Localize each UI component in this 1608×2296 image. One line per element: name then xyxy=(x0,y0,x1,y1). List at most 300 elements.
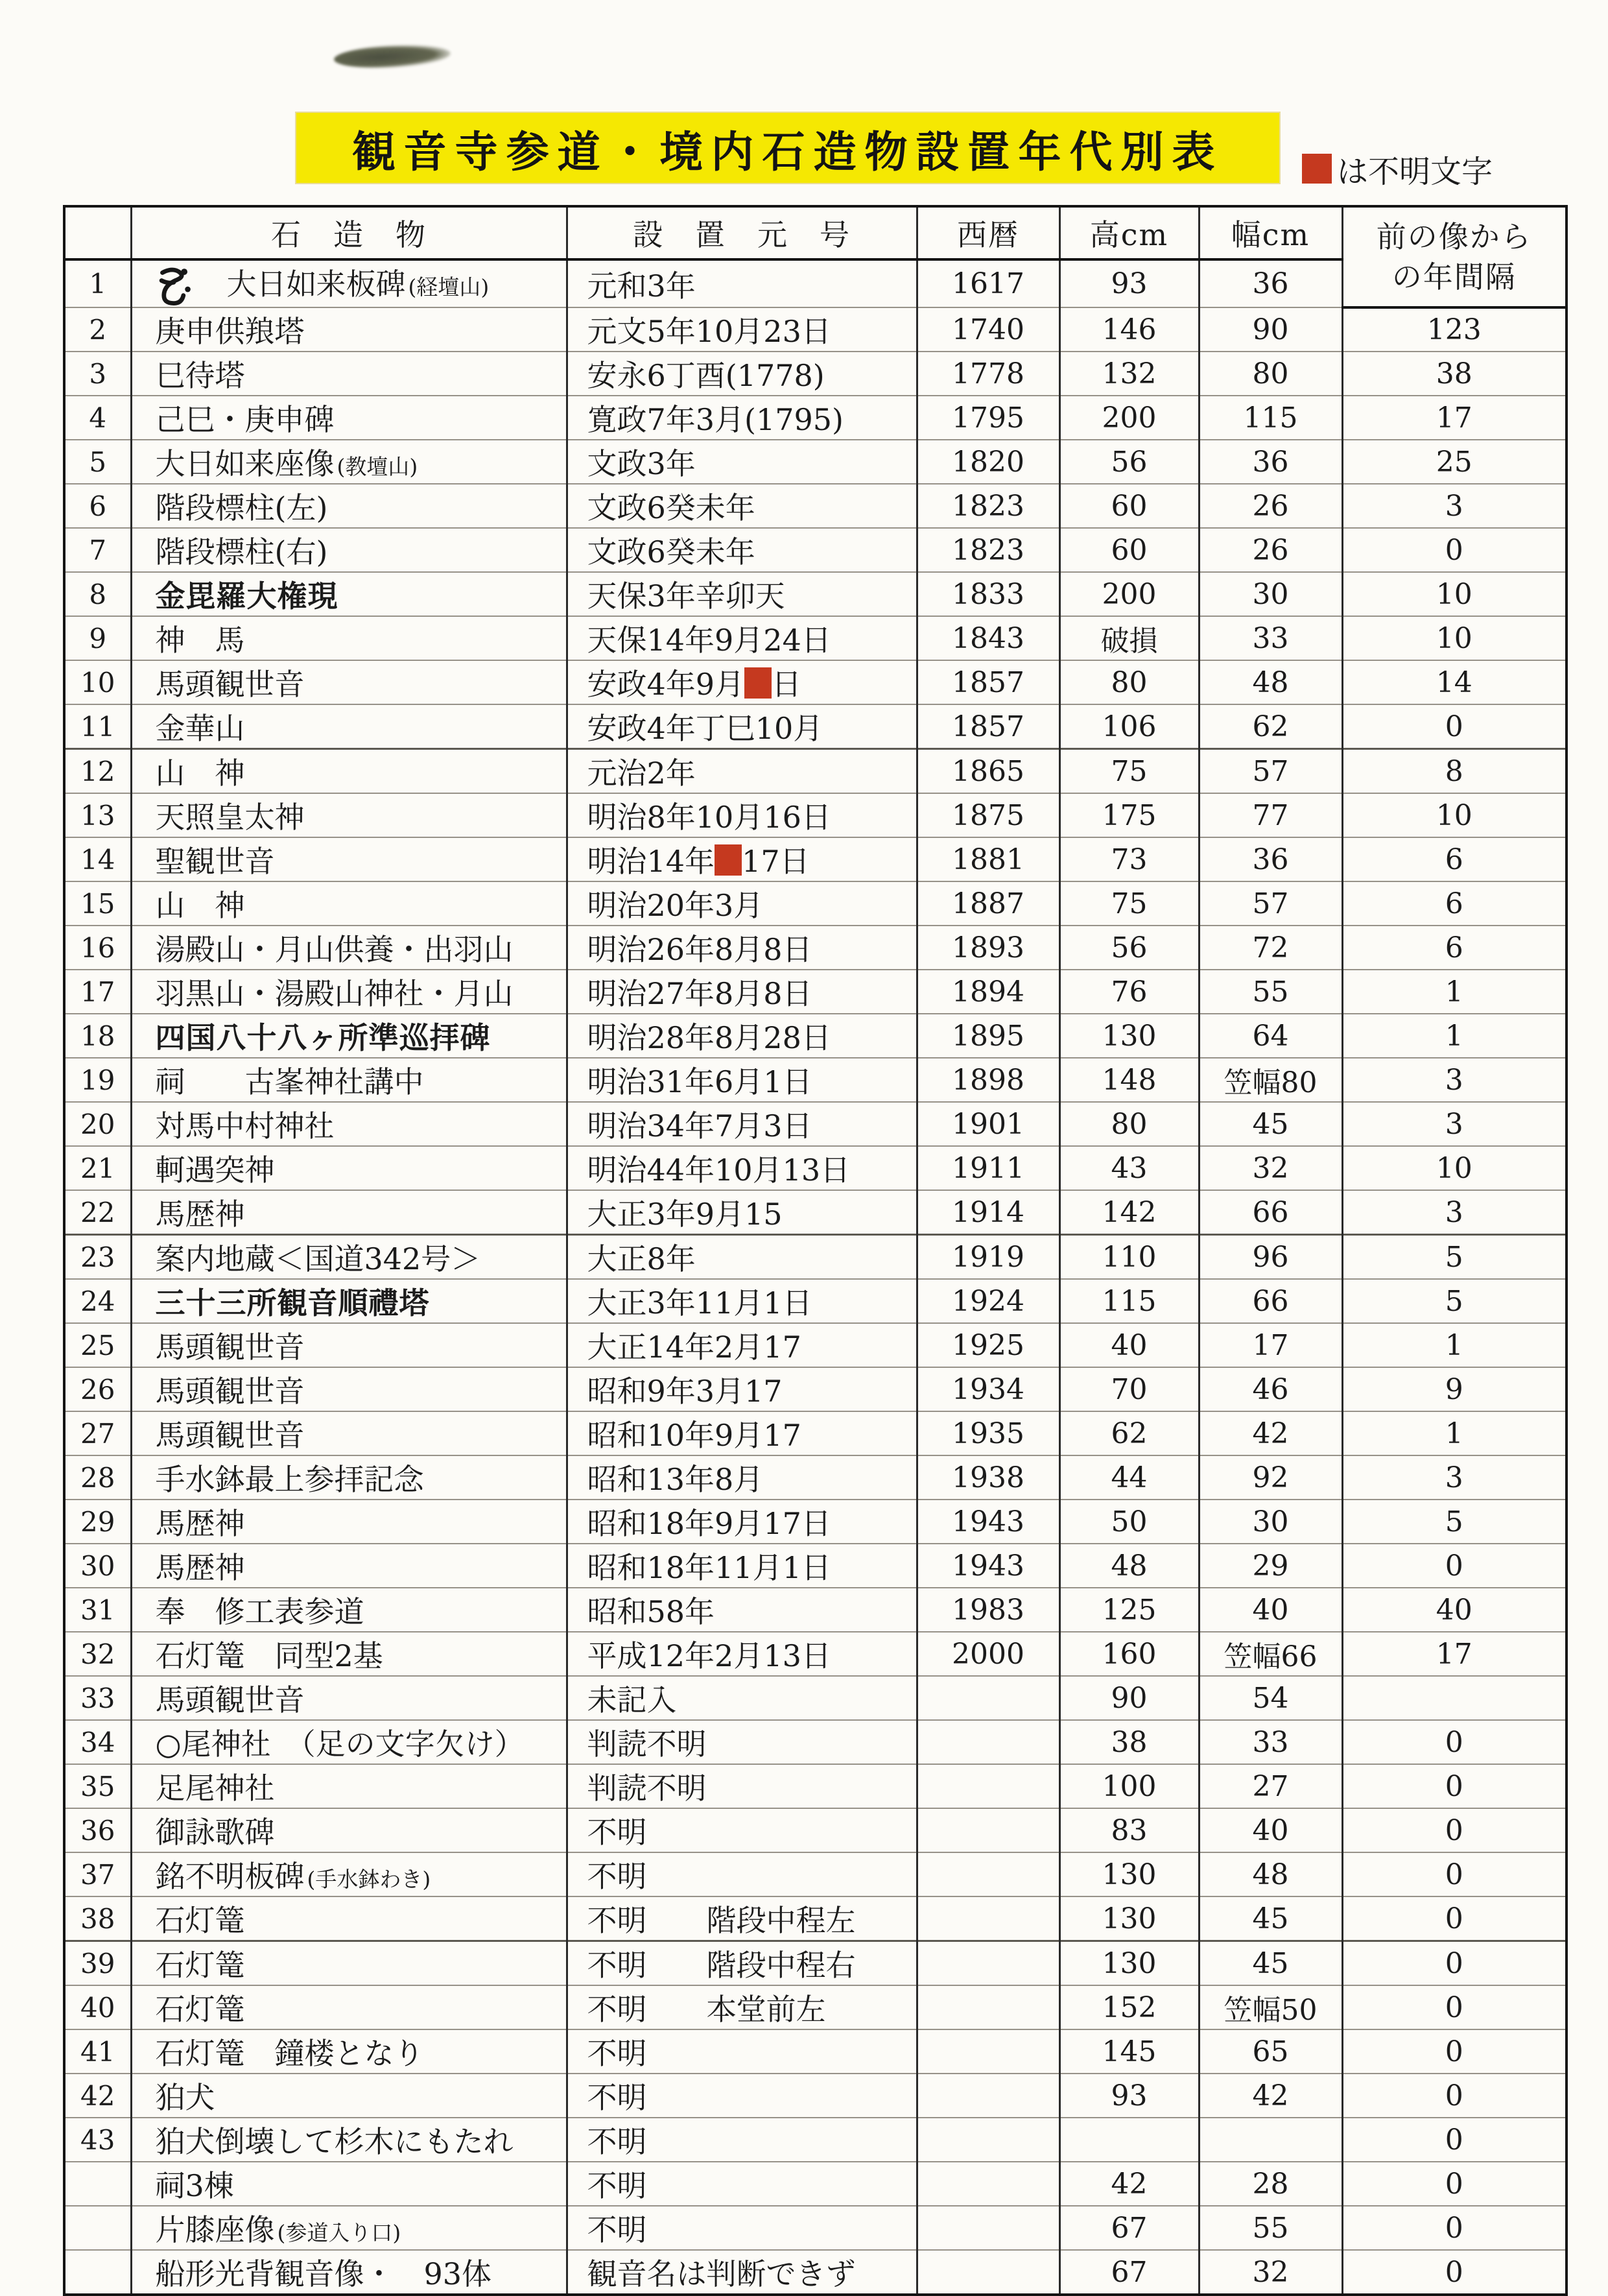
era-text: 大正14年2月17 xyxy=(587,1330,801,1365)
cell-row-number: 29 xyxy=(64,1500,131,1544)
cell-era-date xyxy=(567,1720,917,1764)
cell-height-cm: 130 xyxy=(1059,1896,1199,1941)
monument-name-text: 己巳・庚申碑 xyxy=(155,402,335,437)
cell-height-cm: 75 xyxy=(1059,749,1199,794)
cell-year-interval: 10 xyxy=(1342,572,1567,616)
cell-year-interval: 6 xyxy=(1342,926,1567,970)
cell-year-interval: 6 xyxy=(1342,881,1567,926)
monument-name-text: 石灯篭 xyxy=(155,1948,245,1983)
era-text: 昭和18年11月1日 xyxy=(587,1550,831,1585)
table-row xyxy=(64,660,1567,704)
cell-width-cm: 45 xyxy=(1199,1102,1342,1146)
monument-name-text: 銘不明板碑 xyxy=(155,1859,305,1894)
monument-name-text: 三十三所観音順禮塔 xyxy=(155,1286,430,1321)
cell-era-date xyxy=(567,2250,917,2295)
cell-monument-name xyxy=(131,616,567,660)
table-row xyxy=(64,1808,1567,1852)
cell-height-cm: 56 xyxy=(1059,440,1199,484)
cell-western-year: 1935 xyxy=(917,1411,1059,1455)
monument-name-note: (手水鉢わき) xyxy=(307,1867,431,1892)
cell-monument-name xyxy=(131,2250,567,2295)
cell-western-year xyxy=(917,2162,1059,2206)
cell-row-number: 32 xyxy=(64,1632,131,1676)
cell-western-year: 1823 xyxy=(917,484,1059,528)
table-row xyxy=(64,1985,1567,2029)
cell-row-number: 34 xyxy=(64,1720,131,1764)
era-text: 不明 xyxy=(587,1859,647,1894)
cell-row-number: 31 xyxy=(64,1588,131,1632)
cell-monument-name xyxy=(131,440,567,484)
cell-western-year: 1795 xyxy=(917,396,1059,440)
col-header-height: 高cm xyxy=(1059,206,1199,259)
cell-height-cm: 83 xyxy=(1059,1808,1199,1852)
cell-monument-name xyxy=(131,1544,567,1588)
cell-era-date xyxy=(567,1941,917,1986)
cell-monument-name xyxy=(131,1720,567,1764)
red-square-icon xyxy=(715,844,742,876)
cell-western-year xyxy=(917,2250,1059,2295)
table-row xyxy=(64,2074,1567,2118)
table-row xyxy=(64,2118,1567,2162)
cell-row-number: 40 xyxy=(64,1985,131,2029)
table-row xyxy=(64,1190,1567,1235)
era-text: 不明 xyxy=(587,2080,647,2115)
cell-monument-name xyxy=(131,749,567,794)
monument-name-text: 石灯篭 同型2基 xyxy=(155,1638,383,1673)
cell-era-date xyxy=(567,2029,917,2074)
cell-year-interval: 0 xyxy=(1342,1544,1567,1588)
monument-name-text: 巳待塔 xyxy=(155,358,245,393)
cell-row-number: 11 xyxy=(64,704,131,749)
cell-monument-name xyxy=(131,307,567,352)
cell-width-cm: 80 xyxy=(1199,352,1342,396)
cell-western-year xyxy=(917,2074,1059,2118)
scan-smudge-mark xyxy=(333,42,451,70)
era-text: 明治28年8月28日 xyxy=(587,1020,831,1055)
cell-year-interval: 0 xyxy=(1342,2029,1567,2074)
cell-row-number: 18 xyxy=(64,1014,131,1058)
cell-western-year: 1857 xyxy=(917,660,1059,704)
monument-name-text: 四国八十八ヶ所準巡拝碑 xyxy=(155,1020,491,1055)
cell-western-year: 1887 xyxy=(917,881,1059,926)
cell-height-cm: 80 xyxy=(1059,1102,1199,1146)
cell-width-cm: 33 xyxy=(1199,616,1342,660)
cell-width-cm: 77 xyxy=(1199,793,1342,837)
cell-width-cm: 45 xyxy=(1199,1896,1342,1941)
monument-name-text: 馬頭観世音 xyxy=(155,1682,305,1717)
monument-name-text: 湯殿山・月山供養・出羽山 xyxy=(155,932,514,967)
cell-era-date xyxy=(567,1852,917,1896)
cell-era-date xyxy=(567,2118,917,2162)
table-row xyxy=(64,2029,1567,2074)
cell-height-cm: 152 xyxy=(1059,1985,1199,2029)
cell-era-date xyxy=(567,2206,917,2250)
cell-row-number xyxy=(64,2250,131,2295)
cell-width-cm: 36 xyxy=(1199,837,1342,881)
cell-western-year: 1943 xyxy=(917,1500,1059,1544)
cell-era-date xyxy=(567,1455,917,1500)
cell-height-cm: 43 xyxy=(1059,1146,1199,1190)
cell-western-year xyxy=(917,1985,1059,2029)
cell-era-date xyxy=(567,1632,917,1676)
cell-era-date xyxy=(567,259,917,307)
era-text: 明治14年 xyxy=(587,844,715,879)
cell-row-number: 15 xyxy=(64,881,131,926)
cell-monument-name xyxy=(131,1941,567,1986)
cell-width-cm: 42 xyxy=(1199,2074,1342,2118)
table-row xyxy=(64,259,1567,307)
cell-year-interval: 0 xyxy=(1342,2074,1567,2118)
cell-height-cm: 38 xyxy=(1059,1720,1199,1764)
monument-name-text: 馬頭観世音 xyxy=(155,1374,305,1409)
table-row xyxy=(64,970,1567,1014)
era-text: 安政4年丁巳10月 xyxy=(587,711,823,746)
era-text: 明治8年10月16日 xyxy=(587,800,831,835)
monument-name-text: 聖観世音 xyxy=(155,844,275,879)
monument-name-text: 祠3棟 xyxy=(155,2168,234,2203)
cell-height-cm: 175 xyxy=(1059,793,1199,837)
table-row xyxy=(64,1852,1567,1896)
cell-row-number: 13 xyxy=(64,793,131,837)
cell-monument-name xyxy=(131,793,567,837)
cell-western-year: 1893 xyxy=(917,926,1059,970)
cell-western-year: 1934 xyxy=(917,1367,1059,1411)
cell-row-number: 27 xyxy=(64,1411,131,1455)
cell-monument-name xyxy=(131,1588,567,1632)
red-square-icon xyxy=(1302,154,1332,184)
table-row xyxy=(64,1720,1567,1764)
era-text-after: 日 xyxy=(772,667,802,702)
cell-width-cm: 66 xyxy=(1199,1279,1342,1323)
cell-row-number: 25 xyxy=(64,1323,131,1367)
cell-height-cm: 130 xyxy=(1059,1014,1199,1058)
monument-name-text: 案内地蔵＜国道342号＞ xyxy=(155,1241,481,1276)
monument-name-text: 馬歴神 xyxy=(155,1506,245,1541)
era-text: 寛政7年3月(1795) xyxy=(587,402,844,437)
cell-era-date xyxy=(567,616,917,660)
cell-height-cm: 67 xyxy=(1059,2206,1199,2250)
cell-row-number xyxy=(64,2162,131,2206)
era-text: 観音名は判断できず xyxy=(587,2256,856,2291)
cell-western-year: 1901 xyxy=(917,1102,1059,1146)
table-row xyxy=(64,484,1567,528)
cell-era-date xyxy=(567,396,917,440)
cell-western-year xyxy=(917,1676,1059,1720)
cell-era-date xyxy=(567,1102,917,1146)
cell-monument-name xyxy=(131,970,567,1014)
cell-height-cm: 56 xyxy=(1059,926,1199,970)
cell-row-number: 33 xyxy=(64,1676,131,1720)
table-row xyxy=(64,1411,1567,1455)
monument-name-text: 手水鉢最上参拝記念 xyxy=(155,1462,424,1497)
era-text: 不明 xyxy=(587,2124,647,2159)
monument-name-text: 金華山 xyxy=(155,711,245,746)
era-text: 文政6癸未年 xyxy=(587,490,755,525)
cell-row-number: 20 xyxy=(64,1102,131,1146)
cell-year-interval: 0 xyxy=(1342,1720,1567,1764)
monument-name-text: 軻遇突神 xyxy=(155,1153,275,1188)
cell-monument-name xyxy=(131,1411,567,1455)
cell-monument-name xyxy=(131,1455,567,1500)
cell-row-number: 43 xyxy=(64,2118,131,2162)
cell-western-year: 1740 xyxy=(917,307,1059,352)
cell-monument-name xyxy=(131,1808,567,1852)
cell-monument-name xyxy=(131,572,567,616)
cell-era-date xyxy=(567,352,917,396)
cell-western-year: 1943 xyxy=(917,1544,1059,1588)
cell-width-cm: 96 xyxy=(1199,1235,1342,1280)
monument-name-text: 石灯篭 鐘楼となり xyxy=(155,2036,424,2071)
cell-row-number: 26 xyxy=(64,1367,131,1411)
cell-year-interval: 0 xyxy=(1342,1985,1567,2029)
table-row xyxy=(64,1367,1567,1411)
table-row xyxy=(64,572,1567,616)
cell-western-year: 1925 xyxy=(917,1323,1059,1367)
monument-name-text: 御詠歌碑 xyxy=(155,1815,275,1850)
cell-row-number: 24 xyxy=(64,1279,131,1323)
cell-width-cm: 17 xyxy=(1199,1323,1342,1367)
cell-monument-name xyxy=(131,2162,567,2206)
era-text: 判読不明 xyxy=(587,1771,707,1806)
cell-year-interval: 0 xyxy=(1342,2162,1567,2206)
cell-western-year: 1778 xyxy=(917,352,1059,396)
bonji-seed-character-icon xyxy=(156,267,192,307)
cell-era-date xyxy=(567,1764,917,1808)
cell-year-interval: 5 xyxy=(1342,1235,1567,1280)
cell-western-year xyxy=(917,1764,1059,1808)
cell-monument-name xyxy=(131,1190,567,1235)
cell-era-date xyxy=(567,660,917,704)
cell-row-number: 35 xyxy=(64,1764,131,1808)
cell-era-date xyxy=(567,2162,917,2206)
cell-year-interval: 0 xyxy=(1342,2206,1567,2250)
monument-name-text: 山 神 xyxy=(155,756,245,791)
cell-width-cm: 26 xyxy=(1199,528,1342,572)
col-header-number xyxy=(64,206,131,259)
table-row xyxy=(64,1500,1567,1544)
cell-era-date xyxy=(567,704,917,749)
cell-western-year: 1895 xyxy=(917,1014,1059,1058)
stone-monuments-table xyxy=(63,205,1568,2296)
cell-width-cm: 32 xyxy=(1199,1146,1342,1190)
cell-height-cm: 76 xyxy=(1059,970,1199,1014)
era-text: 明治20年3月 xyxy=(587,888,764,923)
monument-name-text: 片膝座像 xyxy=(155,2212,275,2247)
era-text: 不明 xyxy=(587,2036,647,2071)
table-row xyxy=(64,1455,1567,1500)
era-text: 明治34年7月3日 xyxy=(587,1108,812,1143)
table-row xyxy=(64,528,1567,572)
cell-era-date xyxy=(567,749,917,794)
cell-western-year: 1911 xyxy=(917,1146,1059,1190)
cell-monument-name xyxy=(131,528,567,572)
cell-year-interval: 3 xyxy=(1342,1058,1567,1102)
cell-era-date xyxy=(567,1058,917,1102)
cell-year-interval: 17 xyxy=(1342,396,1567,440)
cell-monument-name xyxy=(131,837,567,881)
monument-name-text: 馬頭観世音 xyxy=(155,1330,305,1365)
cell-width-cm: 33 xyxy=(1199,1720,1342,1764)
era-text: 不明 本堂前左 xyxy=(587,1992,826,2027)
unknown-character-legend xyxy=(1302,150,1493,190)
cell-year-interval: 0 xyxy=(1342,528,1567,572)
era-text: 明治31年6月1日 xyxy=(587,1064,812,1099)
cell-row-number: 28 xyxy=(64,1455,131,1500)
cell-year-interval: 8 xyxy=(1342,749,1567,794)
cell-year-interval: 3 xyxy=(1342,1190,1567,1235)
cell-width-cm: 115 xyxy=(1199,396,1342,440)
page-title: 観音寺参道・境内石造物設置年代別表 xyxy=(352,126,1224,177)
cell-year-interval: 38 xyxy=(1342,352,1567,396)
cell-era-date xyxy=(567,1146,917,1190)
cell-row-number: 5 xyxy=(64,440,131,484)
cell-height-cm: 62 xyxy=(1059,1411,1199,1455)
cell-row-number: 8 xyxy=(64,572,131,616)
monument-name-text: 馬頭観世音 xyxy=(155,1418,305,1453)
cell-monument-name xyxy=(131,2206,567,2250)
cell-monument-name xyxy=(131,881,567,926)
cell-row-number: 23 xyxy=(64,1235,131,1280)
table-row xyxy=(64,1279,1567,1323)
cell-height-cm: 142 xyxy=(1059,1190,1199,1235)
cell-year-interval: 0 xyxy=(1342,1896,1567,1941)
table-row xyxy=(64,440,1567,484)
cell-year-interval: 10 xyxy=(1342,793,1567,837)
cell-western-year: 1875 xyxy=(917,793,1059,837)
table-row xyxy=(64,1014,1567,1058)
cell-era-date xyxy=(567,793,917,837)
cell-era-date xyxy=(567,484,917,528)
cell-era-date xyxy=(567,1014,917,1058)
era-text: 判読不明 xyxy=(587,1727,707,1762)
cell-row-number: 17 xyxy=(64,970,131,1014)
cell-era-date xyxy=(567,1367,917,1411)
cell-width-cm: 54 xyxy=(1199,1676,1342,1720)
cell-monument-name xyxy=(131,1632,567,1676)
cell-year-interval: 1 xyxy=(1342,1411,1567,1455)
cell-western-year: 1823 xyxy=(917,528,1059,572)
cell-width-cm: 62 xyxy=(1199,704,1342,749)
monument-name-text: 馬歴神 xyxy=(155,1550,245,1585)
cell-monument-name xyxy=(131,1676,567,1720)
page-title-banner xyxy=(295,112,1281,184)
era-text: 大正8年 xyxy=(587,1241,696,1276)
cell-width-cm: 46 xyxy=(1199,1367,1342,1411)
table-row xyxy=(64,926,1567,970)
cell-western-year: 1914 xyxy=(917,1190,1059,1235)
monument-name-text: 石灯篭 xyxy=(155,1992,245,2027)
col-header-width: 幅cm xyxy=(1199,206,1342,259)
cell-monument-name xyxy=(131,1279,567,1323)
table-row xyxy=(64,1235,1567,1280)
cell-width-cm: 57 xyxy=(1199,881,1342,926)
cell-monument-name xyxy=(131,1985,567,2029)
era-text: 平成12年2月13日 xyxy=(587,1638,831,1673)
cell-height-cm: 146 xyxy=(1059,307,1199,352)
cell-western-year: 1919 xyxy=(917,1235,1059,1280)
cell-era-date xyxy=(567,1544,917,1588)
cell-western-year: 1865 xyxy=(917,749,1059,794)
cell-width-cm: 65 xyxy=(1199,2029,1342,2074)
col-header-interval xyxy=(1342,206,1567,307)
cell-height-cm: 93 xyxy=(1059,2074,1199,2118)
cell-western-year: 1843 xyxy=(917,616,1059,660)
table-row xyxy=(64,1058,1567,1102)
cell-width-cm: 72 xyxy=(1199,926,1342,970)
monument-name-note: (経壇山) xyxy=(408,274,490,300)
cell-western-year xyxy=(917,1852,1059,1896)
cell-width-cm: 90 xyxy=(1199,307,1342,352)
cell-height-cm: 125 xyxy=(1059,1588,1199,1632)
monument-name-text: 神 馬 xyxy=(155,623,245,658)
cell-era-date xyxy=(567,2074,917,2118)
col-header-monument: 石 造 物 xyxy=(131,206,567,259)
cell-width-cm: 32 xyxy=(1199,2250,1342,2295)
cell-year-interval: 40 xyxy=(1342,1588,1567,1632)
legend-label: は不明文字 xyxy=(1337,153,1493,190)
cell-era-date xyxy=(567,572,917,616)
cell-height-cm: 132 xyxy=(1059,352,1199,396)
cell-year-interval: 1 xyxy=(1342,1323,1567,1367)
col-header-interval-line1: 前の像から xyxy=(1376,219,1532,254)
col-header-era: 設 置 元 号 xyxy=(567,206,917,259)
cell-era-date xyxy=(567,1676,917,1720)
cell-row-number: 36 xyxy=(64,1808,131,1852)
cell-year-interval: 5 xyxy=(1342,1500,1567,1544)
cell-row-number: 21 xyxy=(64,1146,131,1190)
cell-height-cm: 73 xyxy=(1059,837,1199,881)
era-text: 天保14年9月24日 xyxy=(587,623,831,658)
cell-width-cm: 笠幅50 xyxy=(1199,1985,1342,2029)
cell-monument-name xyxy=(131,1058,567,1102)
cell-year-interval: 0 xyxy=(1342,1852,1567,1896)
cell-monument-name xyxy=(131,2029,567,2074)
cell-era-date xyxy=(567,1190,917,1235)
monument-name-text: 階段標柱(右) xyxy=(155,534,328,569)
cell-year-interval: 3 xyxy=(1342,1102,1567,1146)
table-row xyxy=(64,2206,1567,2250)
cell-height-cm: 60 xyxy=(1059,528,1199,572)
cell-monument-name xyxy=(131,2118,567,2162)
cell-height-cm: 130 xyxy=(1059,1941,1199,1986)
table-row xyxy=(64,2162,1567,2206)
cell-era-date xyxy=(567,1323,917,1367)
cell-year-interval: 3 xyxy=(1342,1455,1567,1500)
monument-name-text: ○尾神社 （足の文字欠け） xyxy=(155,1727,525,1762)
era-text: 大正3年9月15 xyxy=(587,1197,783,1232)
era-text: 明治26年8月8日 xyxy=(587,932,812,967)
cell-height-cm: 145 xyxy=(1059,2029,1199,2074)
era-text: 不明 xyxy=(587,2168,647,2203)
cell-width-cm: 27 xyxy=(1199,1764,1342,1808)
cell-year-interval: 5 xyxy=(1342,1279,1567,1323)
cell-height-cm: 70 xyxy=(1059,1367,1199,1411)
era-text: 不明 階段中程右 xyxy=(587,1948,856,1983)
cell-monument-name xyxy=(131,1764,567,1808)
table-row xyxy=(64,1102,1567,1146)
cell-width-cm: 36 xyxy=(1199,259,1342,307)
cell-western-year: 1617 xyxy=(917,259,1059,307)
cell-year-interval: 3 xyxy=(1342,484,1567,528)
cell-width-cm: 40 xyxy=(1199,1588,1342,1632)
table-row xyxy=(64,881,1567,926)
cell-western-year: 1820 xyxy=(917,440,1059,484)
table-row xyxy=(64,616,1567,660)
monument-name-text: 羽黒山・湯殿山神社・月山 xyxy=(155,976,514,1011)
cell-row-number: 37 xyxy=(64,1852,131,1896)
cell-year-interval xyxy=(1342,1676,1567,1720)
cell-row-number: 39 xyxy=(64,1941,131,1986)
